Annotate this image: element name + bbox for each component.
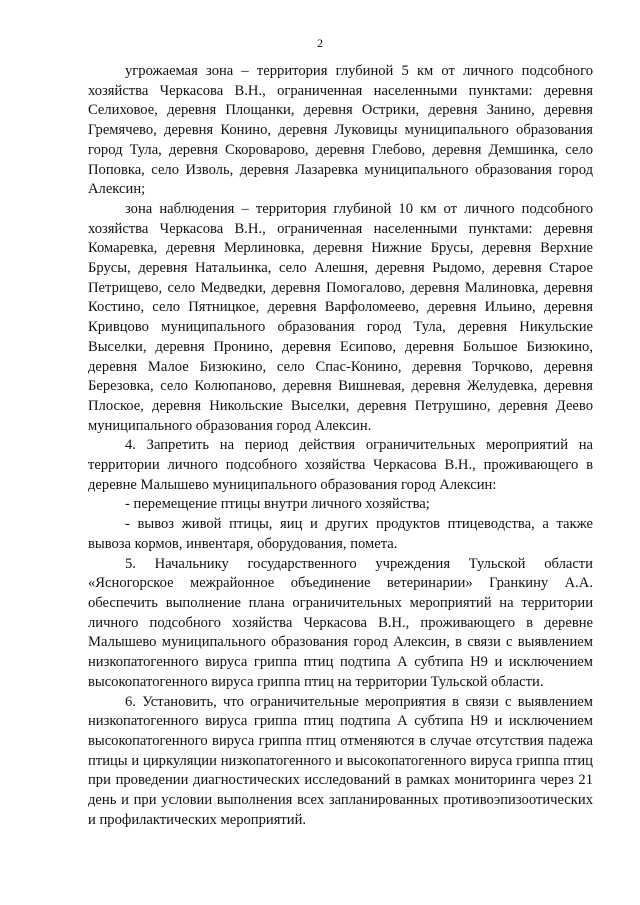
paragraph-observation-zone: зона наблюдения – территория глубиной 10 км от личного подсобного хозяйства Черкасова В.Н., ограниченная населенными пунктами: деревня Комаревка, деревня Мерлиновка, деревня Нижние Брусы, деревня Верхние Брусы, деревня Натальинка, село Алешня, деревня Рыдомо, деревня Старое Петрищево, село Медведки, деревня Помогалово, деревня Малиновка, деревня Костино, село Пятницкое, деревня Варфоломеево, деревня Ильино, деревня Кривцово муниципального образования город Тула, деревня Никульские Выселки, деревня Пронино, деревня Есипово, деревня Большое Бизюкино, деревня Малое Бизюкино, село Спас-Конино, деревня Торчково, деревня Березовка, село Колюпаново, деревня Вишневая, деревня Желудевка, деревня Плоское, деревня Никольские Выселки, деревня Петрушино, деревня Деево муниципального образования город Алексин.: [88, 200, 593, 434]
document-body: [88, 62, 593, 830]
paragraph-threat-zone: угрожаемая зона – территория глубиной 5 км от личного подсобного хозяйства Черкасова В.Н., ограниченная населенными пунктами: деревня Селиховое, деревня Площанки, деревня Острики, деревня Занино, деревня Гремячево, деревня Конино, деревня Луковицы муниципального образования город Тула, деревня Скороварово, деревня Глебово, деревня Демшинка, село Поповка, село Изволь, деревня Лазаревка муниципального образования город Алексин;: [88, 63, 593, 198]
paragraph-item-6: 6. Установить, что ограничительные мероприятия в связи с выявлением низкопатогенного вируса гриппа птиц подтипа А субтипа Н9 и исключением высокопатогенного вируса гриппа птиц отменяются в случае отсутствия падежа птицы и циркуляции низкопатогенного и высокопатогенного вируса гриппа птиц при проведении диагностических исследований в рамках мониторинга через 21 день и при условии выполнения всех запланированных противоэпизоотических и профилактических мероприятий.: [88, 693, 593, 828]
paragraph-item-4-bullet-1: - перемещение птицы внутри личного хозяйства;: [125, 496, 430, 513]
paragraph-item-5: 5. Начальнику государственного учреждения Тульской области «Ясногорское межрайонное объединение ветеринарии» Гранкину А.А. обеспечить выполнение плана ограничительных мероприятий на территории личного подсобного хозяйства Черкасова В.Н., проживающего в деревне Малышево муниципального образования город Алексин, в связи с выявлением низкопатогенного вируса гриппа птиц подтипа А субтипа Н9 и исключением высокопатогенного вируса гриппа птиц на территории Тульской области.: [88, 555, 593, 690]
paragraph-item-4: 4. Запретить на период действия ограничительных мероприятий на территории личного подсобного хозяйства Черкасова В.Н., проживающего в деревне Малышево муниципального образования город Алексин:: [88, 437, 593, 493]
page-number: 2: [317, 36, 323, 50]
paragraph-item-4-bullet-2: - вывоз живой птицы, яиц и других продуктов птицеводства, а также вывоза кормов, инвентаря, оборудования, помета.: [88, 516, 593, 552]
